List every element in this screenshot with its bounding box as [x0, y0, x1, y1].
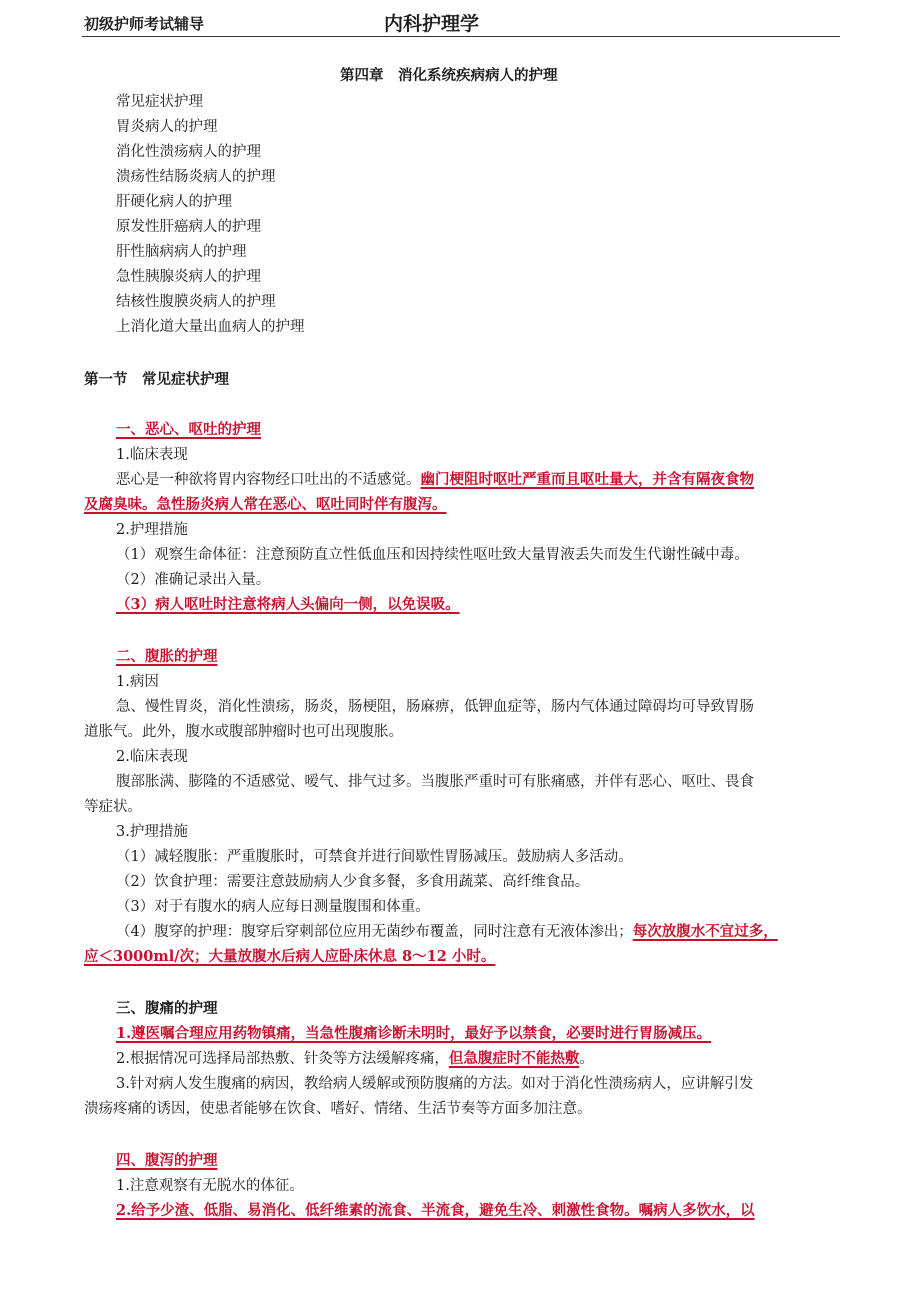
- header-title: 内科护理学: [384, 13, 480, 35]
- s1-highlight: 幽门梗阻时呕吐严重而且呕吐量大，并含有隔夜食物: [420, 471, 754, 488]
- s3-heading: 三、腹痛的护理: [116, 1000, 218, 1017]
- s3-paragraph-cont: 溃疡疼痛的诱因，使患者能够在饮食、嗜好、情绪、生活节奏等方面多加注意。: [84, 1101, 592, 1117]
- section-title: 第一节 常见症状护理: [84, 371, 229, 388]
- s2-text: （4）腹穿的护理：腹穿后穿刺部位应用无菌纱布覆盖，同时注意有无液体渗出；: [116, 924, 633, 940]
- s2-highlight: 每次放腹水不宜过多，: [632, 923, 778, 940]
- s1-measure: （1）观察生命体征：注意预防直立性低血压和因持续性呕吐致大量胃液丢失而发生代谢性碱中毒。: [116, 547, 749, 563]
- s2-measure: [116, 922, 778, 942]
- s3-highlight: 但急腹症时不能热敷: [448, 1050, 580, 1067]
- s2-highlight-cont: 应＜3000ml/次；大量放腹水后病人应卧床休息 8～12 小时。: [84, 948, 496, 965]
- s2-paragraph: 腹部胀满、膨隆的不适感觉、嗳气、排气过多。当腹胀严重时可有胀痛感，并伴有恶心、呕吐、畏食: [116, 774, 754, 790]
- toc-item: 肝硬化病人的护理: [116, 194, 232, 210]
- s2-paragraph: 急、慢性胃炎，消化性溃疡，肠炎，肠梗阻，肠麻痹，低钾血症等，肠内气体通过障碍均可导致胃肠: [116, 699, 754, 715]
- s2-measure: （3）对于有腹水的病人应每日测量腹围和体重。: [116, 899, 430, 915]
- s3-text: 2.根据情况可选择局部热敷、针灸等方法缓解疼痛，: [116, 1051, 449, 1067]
- s2-paragraph-cont: 道胀气。此外，腹水或腹部肿瘤时也可出现腹胀。: [84, 724, 403, 740]
- s1-paragraph: [116, 470, 754, 490]
- toc-item: 消化性溃疡病人的护理: [116, 144, 261, 160]
- toc-item: 急性胰腺炎病人的护理: [116, 269, 261, 285]
- s3-highlight: 1.遵医嘱合理应用药物镇痛，当急性腹痛诊断未明时，最好予以禁食，必要时进行胃肠减压。: [116, 1025, 712, 1042]
- toc-item: 常见症状护理: [116, 94, 203, 110]
- s1-measure: （2）准确记录出入量。: [116, 572, 271, 588]
- toc-item: 结核性腹膜炎病人的护理: [116, 294, 276, 310]
- s2-measure: （2）饮食护理：需要注意鼓励病人少食多餐，多食用蔬菜、高纤维食品。: [116, 874, 590, 890]
- s4-highlight: 2.给予少渣、低脂、易消化、低纤维素的流食、半流食，避免生冷、刺激性食物。嘱病人多饮水，以: [116, 1202, 755, 1219]
- s4-heading: 四、腹泻的护理: [116, 1152, 218, 1169]
- header-rule: [82, 36, 840, 37]
- chapter-title: 第四章 消化系统疾病病人的护理: [340, 67, 558, 84]
- s3-paragraph: [116, 1049, 594, 1069]
- s1-text: 恶心是一种欲将胃内容物经口吐出的不适感觉。: [116, 472, 421, 488]
- s2-measure: （1）减轻腹胀：严重腹胀时，可禁食并进行间歇性胃肠减压。鼓励病人多活动。: [116, 849, 633, 865]
- s1-subheading: 2.护理措施: [116, 522, 188, 538]
- s1-paragraph-cont: [84, 495, 447, 515]
- s4-paragraph: 1.注意观察有无脱水的体征。: [116, 1178, 304, 1194]
- s2-subheading: 3.护理措施: [116, 824, 188, 840]
- s1-measure-highlight: （3）病人呕吐时注意将病人头偏向一侧，以免误吸。: [116, 596, 460, 613]
- s3-text: 。: [579, 1051, 594, 1067]
- s1-highlight: 及腐臭味。急性肠炎病人常在恶心、呕吐同时伴有腹泻。: [84, 496, 447, 513]
- toc-item: 溃疡性结肠炎病人的护理: [116, 169, 276, 185]
- toc-item: 原发性肝癌病人的护理: [116, 219, 261, 235]
- s1-heading: 一、恶心、呕吐的护理: [116, 421, 261, 438]
- s3-paragraph: 3.针对病人发生腹痛的病因，教给病人缓解或预防腹痛的方法。如对于消化性溃疡病人，应讲解引发: [116, 1076, 754, 1092]
- toc-item: 上消化道大量出血病人的护理: [116, 319, 305, 335]
- toc-item: 肝性脑病病人的护理: [116, 244, 247, 260]
- s2-heading: 二、腹胀的护理: [116, 648, 218, 665]
- s2-paragraph-cont: 等症状。: [84, 799, 142, 815]
- toc-item: 胃炎病人的护理: [116, 119, 218, 135]
- s2-subheading: 1.病因: [116, 674, 159, 690]
- s2-subheading: 2.临床表现: [116, 749, 188, 765]
- s1-subheading: 1.临床表现: [116, 447, 188, 463]
- header-left: 初级护师考试辅导: [84, 15, 205, 33]
